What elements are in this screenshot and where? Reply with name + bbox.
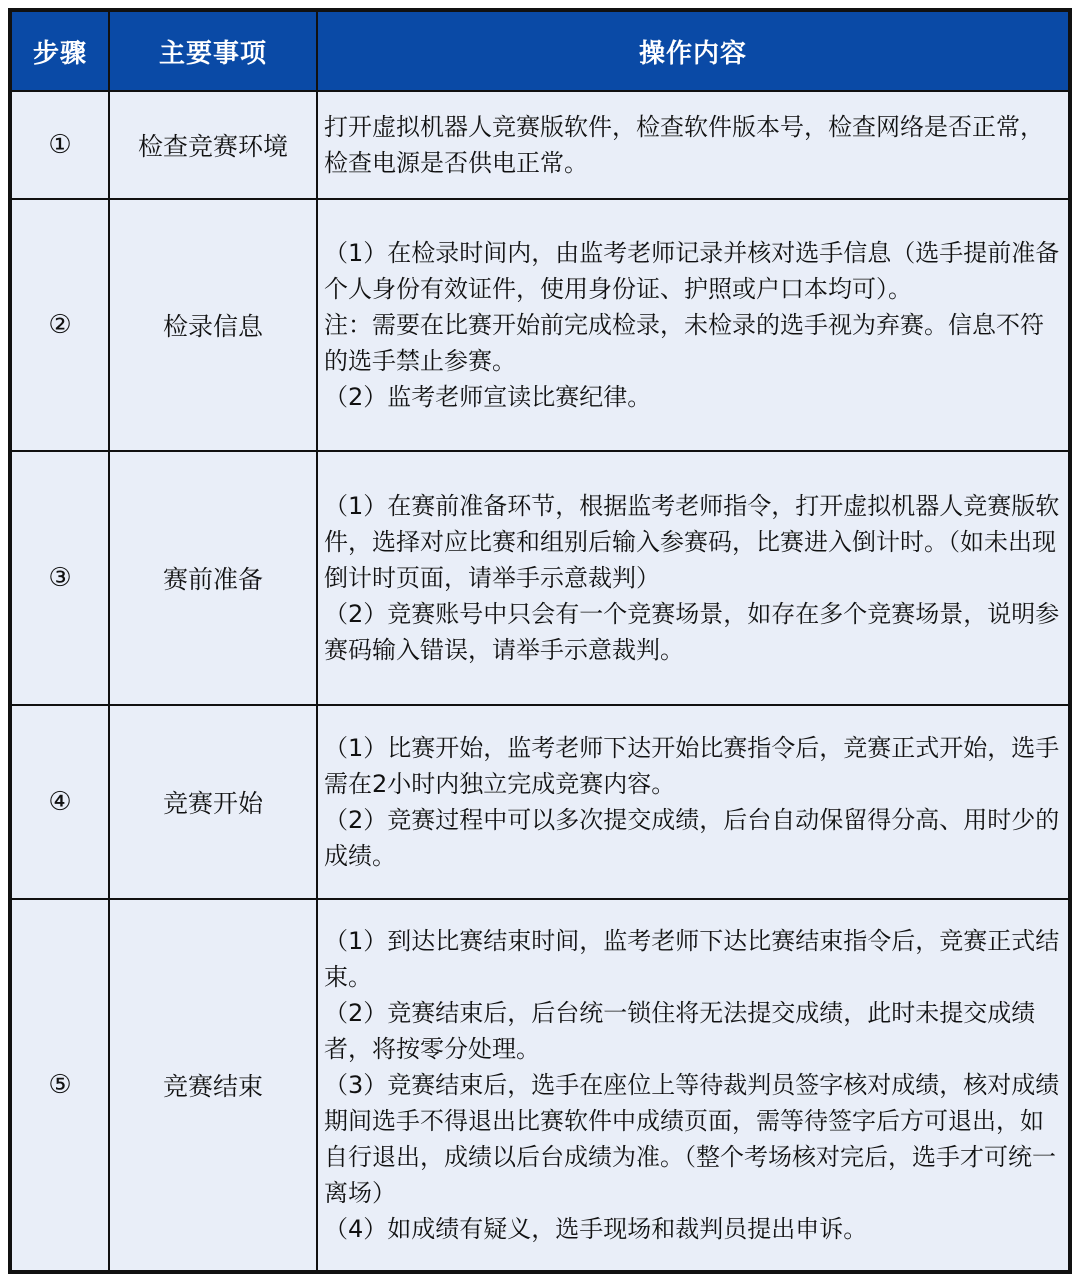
table-row: [11, 899, 1069, 1271]
content-paragraph: （2）竞赛结束后，后台统一锁住将无法提交成绩，此时未提交成绩者，将按零分处理。: [324, 999, 1036, 1063]
operation-content: [317, 91, 1069, 199]
content-paragraph: （2）竞赛过程中可以多次提交成绩，后台自动保留得分高、用时少的成绩。: [324, 806, 1060, 870]
content-paragraph: （1）到达比赛结束时间，监考老师下达比赛结束指令后，竞赛正式结束。: [324, 927, 1060, 991]
operation-content: [317, 899, 1069, 1271]
main-item: 赛前准备: [109, 451, 317, 705]
step-number: ③: [11, 451, 109, 705]
content-paragraph: （1）比赛开始，监考老师下达开始比赛指令后，竞赛正式开始，选手需在2小时内独立完成竞赛内容。: [324, 734, 1060, 798]
header-step: 步骤: [11, 11, 109, 91]
step-number: ④: [11, 705, 109, 899]
main-item: 检录信息: [109, 199, 317, 451]
table-row: [11, 199, 1069, 451]
content-paragraph: 注：需要在比赛开始前完成检录，未检录的选手视为弃赛。信息不符的选手禁止参赛。: [324, 311, 1044, 375]
content-paragraph: （2）监考老师宣读比赛纪律。: [324, 383, 652, 411]
main-item: 检查竞赛环境: [109, 91, 317, 199]
operation-content: [317, 705, 1069, 899]
content-paragraph: （3）竞赛结束后，选手在座位上等待裁判员签字核对成绩，核对成绩期间选手不得退出比赛软件中成绩页面，需等待签字后方可退出，如自行退出，成绩以后台成绩为准。（整个考场核对完后，选手才可统一离场）: [324, 1071, 1060, 1207]
procedure-table: [10, 10, 1070, 1272]
table-row: [11, 705, 1069, 899]
table-body: [11, 91, 1069, 1271]
operation-content: [317, 199, 1069, 451]
content-paragraph: （4）如成绩有疑义，选手现场和裁判员提出申诉。: [324, 1215, 868, 1243]
content-paragraph: （1）在赛前准备环节，根据监考老师指令，打开虚拟机器人竞赛版软件，选择对应比赛和组别后输入参赛码，比赛进入倒计时。（如未出现倒计时页面，请举手示意裁判）: [324, 492, 1060, 592]
step-number: ①: [11, 91, 109, 199]
procedure-table-container: [8, 8, 1072, 1274]
main-item: 竞赛结束: [109, 899, 317, 1271]
content-paragraph: （2）竞赛账号中只会有一个竞赛场景，如存在多个竞赛场景，说明参赛码输入错误，请举手示意裁判。: [324, 600, 1060, 664]
table-row: [11, 91, 1069, 199]
table-row: [11, 451, 1069, 705]
header-row: [11, 11, 1069, 91]
header-content: 操作内容: [317, 11, 1069, 91]
operation-content: [317, 451, 1069, 705]
main-item: 竞赛开始: [109, 705, 317, 899]
content-paragraph: 打开虚拟机器人竞赛版软件，检查软件版本号，检查网络是否正常，检查电源是否供电正常。: [324, 113, 1044, 177]
step-number: ⑤: [11, 899, 109, 1271]
table-header: [11, 11, 1069, 91]
step-number: ②: [11, 199, 109, 451]
header-main-item: 主要事项: [109, 11, 317, 91]
content-paragraph: （1）在检录时间内，由监考老师记录并核对选手信息（选手提前准备个人身份有效证件，使用身份证、护照或户口本均可）。: [324, 239, 1060, 303]
